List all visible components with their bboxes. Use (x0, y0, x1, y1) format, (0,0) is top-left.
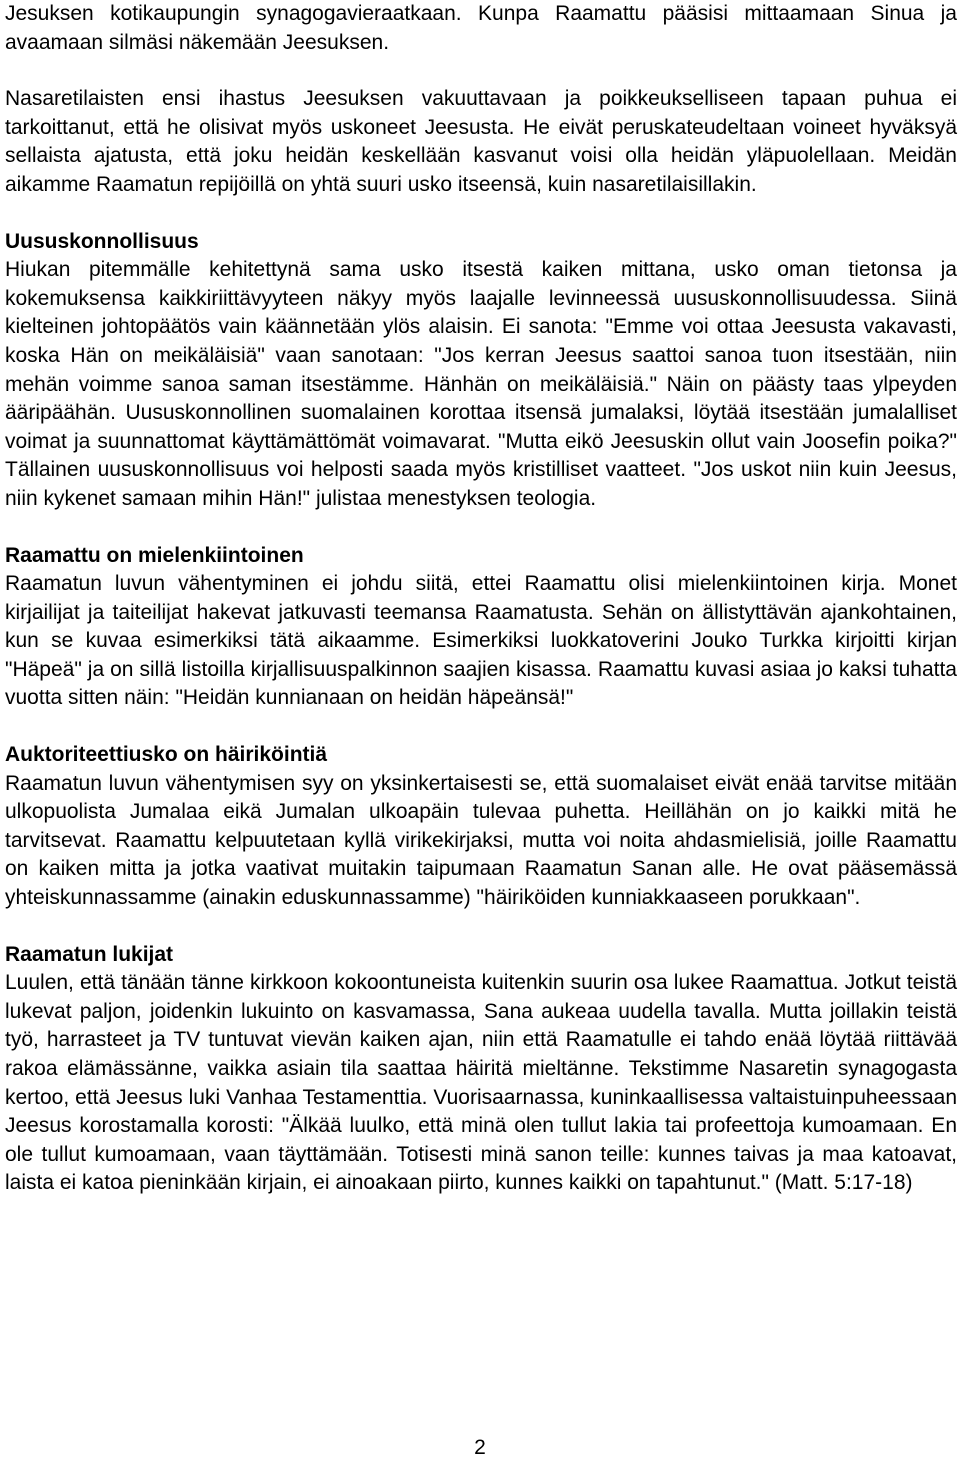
section-body: Raamatun luvun vähentymisen syy on yksinkertaisesti se, että suomalaiset eivät enää tarvitse mitään ulkopuolista Jumalaa eikä Jumalan ulkoapäin tulevaa puhetta. Heillähän on jo kaikki mitä he tarvitsevat. Raamattu kelpuutetaan kyllä virikekirjaksi, mutta voi noita ahdasmielisiä, joille Raamattu on kaiken mitta ja jotka vaativat muitakin taipumaan Raamatun Sanan alle. He ovat pääsemässä yhteiskunnassamme (ainakin eduskunnassamme) "häiriköiden kunniakkaaseen porukkaan". (5, 771, 957, 910)
section-body: Luulen, että tänään tänne kirkkoon kokoontuneista kuitenkin suurin osa lukee Raamattua. Jotkut teistä lukevat paljon, joidenkin lukuinto on kasvamassa, Sana aukeaa uudella tavalla. Mutta joillakin teistä työ, harrasteet ja TV tuntuvat vievän kaiken ajan, niin että Raamatulle ei tahdo enää löytää riittävää rakoa elämässänne, vaikka asiain tila saattaa häiritä mieltänne. Tekstimme Nasaretin synagogasta kertoo, että Jeesus luki Vanhaa Testamenttia. Vuorisaarnassa, kuninkaallisessa valtaistuinpuheessaan Jeesus korostamalla korosti: "Älkää luulko, että minä olen tullut lakia tai profeettoja kumoamaan. En ole tullut kumoamaan, vaan täyttämään. Totisesti minä sanon teille: kunnes taivas ja maa katoavat, laista ei katoa pieninkään kirjain, ei ainoakaan piirto, kunnes kaikki on tapahtunut." (Matt. 5:17-18) (5, 971, 957, 1195)
section-raamattu-on-mielenkiintoinen (5, 542, 957, 714)
paragraph-gap (5, 514, 957, 542)
section-auktoriteettiusko (5, 741, 957, 913)
page-number: 2 (474, 1436, 486, 1459)
section-heading: Raamattu on mielenkiintoinen (5, 543, 304, 567)
intro-paragraph-1: Jesuksen kotikaupungin synagogavieraatkaan. Kunpa Raamattu pääsisi mittaamaan Sinua ja avaamaan silmäsi näkemään Jeesuksen. (5, 2, 957, 54)
section-body: Hiukan pitemmälle kehitettynä sama usko itsestä kaiken mittana, usko oman tietonsa ja kokemuksensa kaikkiriittävyyteen näkyy myös laajalle levinneessä uususkonnollisuudessa. Siinä kielteinen johtopäätös vain käännetään ylös alaisin. Ei sanota: "Emme voi ottaa Jeesusta vakavasti, koska Hän on meikäläisiä" vaan sanotaan: "Jos kerran Jeesus saattoi sanoa tuon itsestään, niin mehän voimme sanoa saman itsestämme. Hänhän on meikäläisiä." Näin on päästy taas ylpeyden ääripäähän. Uususkonnollinen suomalainen korottaa itsensä jumalaksi, löytää itsestään jumalalliset voimat ja suunnattomat käyttämättömät voimavarat. "Mutta eikö Jeesuskin ollut vain Joosefin poika?" Tällainen uususkonnollisuus voi helposti saada myös kristilliset vaatteet. "Jos uskot niin kuin Jeesus, niin kykenet samaan mihin Hän!" julistaa menestyksen teologia. (5, 258, 957, 510)
paragraph-gap (5, 913, 957, 941)
section-uususkonnollisuus (5, 228, 957, 514)
section-body: Raamatun luvun vähentyminen ei johdu siitä, ettei Raamattu olisi mielenkiintoinen kirja. Monet kirjailijat ja taiteilijat hakevat jatkuvasti teemansa Raamatusta. Sehän on ällistyttävän ajankohtainen, kun se kuvaa esimerkiksi tätä aikaamme. Esimerkiksi luokkatoverini Jouko Turkka kirjoitti kirjan "Häpeä" ja on sillä listoilla kirjallisuuspalkinnon saajien kisassa. Raamattu kuvasi asiaa jo kaksi tuhatta vuotta sitten näin: "Heidän kunnianaan on heidän häpeänsä!" (5, 572, 957, 710)
paragraph-gap (5, 713, 957, 741)
paragraph-gap (5, 200, 957, 228)
section-heading: Raamatun lukijat (5, 942, 174, 966)
intro-paragraph-2: Nasaretilaisten ensi ihastus Jeesuksen vakuuttavaan ja poikkeukselliseen tapaan puhua ei tarkoittanut, että he olisivat myös uskoneet Jeesusta. He eivät peruskateudeltaan voineet hyväksyä sellaista ajatusta, että joku heidän keskellään kasvanut voisi olla heidän yläpuolellaan. Meidän aikamme Raamatun repijöillä on yhtä suuri usko itseensä, kuin nasaretilaisillakin. (5, 87, 957, 196)
document-page (5, 0, 957, 1198)
section-raamatun-lukijat (5, 941, 957, 1198)
section-heading: Uususkonnollisuus (5, 229, 199, 253)
paragraph-gap (5, 57, 957, 85)
section-heading: Auktoriteettiusko on häiriköintiä (5, 743, 328, 767)
